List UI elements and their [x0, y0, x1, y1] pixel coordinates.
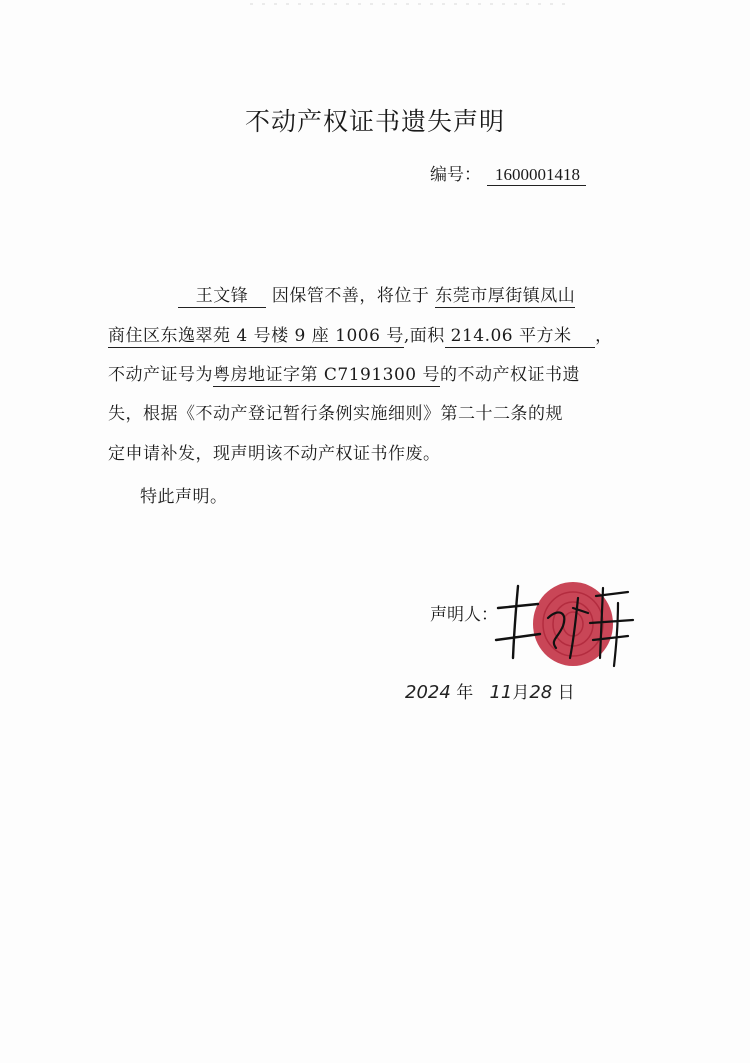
date-month-suffix: 月	[512, 683, 530, 703]
date-year: 2024	[405, 682, 451, 703]
page-title: 不动产权证书遗失声明	[244, 107, 505, 136]
serial-label: 编号：	[430, 165, 481, 185]
serial-number-line	[430, 160, 586, 186]
body-line-1	[108, 281, 575, 306]
certificate-number: 粤房地证字第 C7191300 号	[213, 365, 441, 385]
body-line-2	[108, 321, 613, 346]
body-text: 的不动产权证书遗	[440, 365, 581, 385]
date-day: 28	[529, 682, 553, 703]
body-text: ,面积	[403, 326, 445, 346]
body-line-3	[108, 360, 580, 385]
date-day-suffix: 日	[557, 683, 575, 703]
scan-artifact	[240, 0, 580, 14]
body-text: ，	[595, 326, 613, 346]
date-year-suffix: 年	[456, 683, 474, 703]
declarant-label: 声明人：	[430, 605, 498, 625]
owner-name: 王文锋	[178, 286, 266, 308]
serial-number: 1600001418	[487, 165, 586, 186]
signature-fingerprint	[478, 578, 648, 673]
date-month: 11	[489, 682, 513, 703]
body-line-4: 失，根据《不动产登记暂行条例实施细则》第二十二条的规	[108, 404, 563, 424]
address-part-1: 东莞市厚街镇凤山	[435, 286, 576, 306]
body-text: 因保管不善，将位于	[271, 286, 430, 306]
body-line-5: 定申请补发，现声明该不动产权证书作废。	[108, 444, 441, 464]
property-area: 214.06 平方米	[445, 326, 595, 348]
address-part-2: 商住区东逸翠苑 4 号楼 9 座 1006 号	[108, 326, 404, 346]
body-text: 不动产证号为	[108, 365, 213, 385]
declaration-date	[405, 678, 575, 703]
closing-statement: 特此声明。	[140, 487, 228, 507]
